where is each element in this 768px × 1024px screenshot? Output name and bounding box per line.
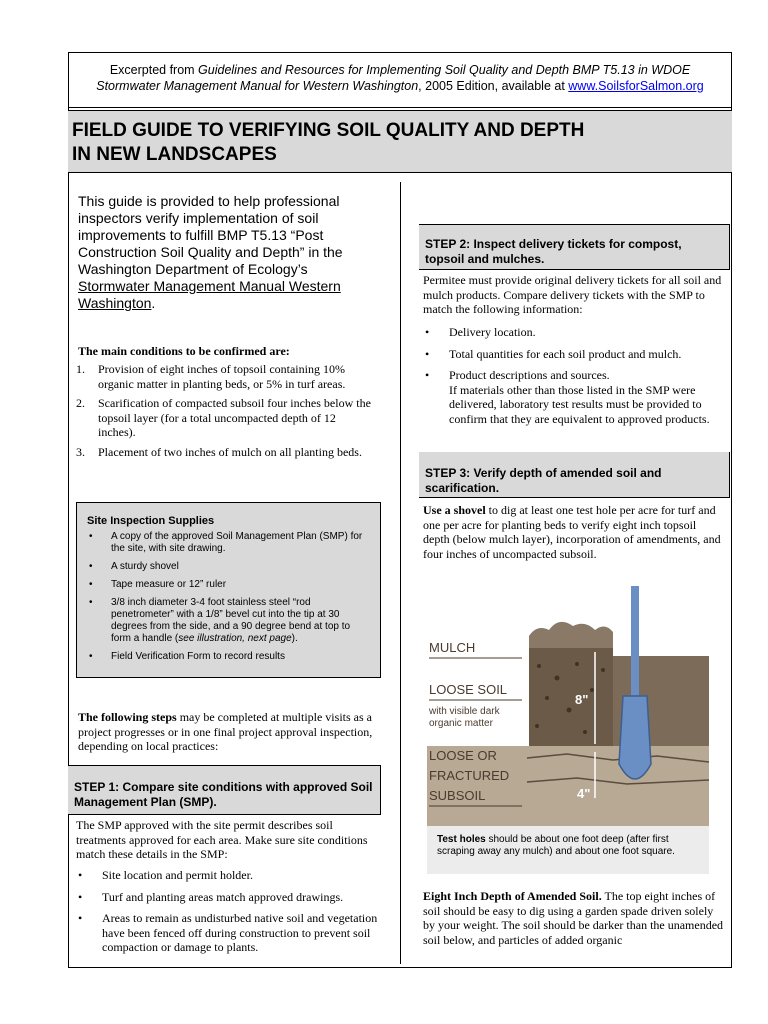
loose-or-label: LOOSE OR: [429, 748, 497, 763]
step-1-heading: STEP 1: Compare site conditions with approved Soil Management Plan (SMP).: [68, 765, 381, 815]
list-item: • Turf and planting areas match approved drawings.: [78, 889, 344, 904]
column-divider: [400, 182, 401, 964]
step-3-paragraph: Use a shovel to dig at least one test hole per acre for turf and one per acre for planting beds to verify eight inch topsoil depth (below mulch layer), incorporation of amendments, and four inches of uncompacted subsoil.: [423, 503, 721, 561]
step-3-heading: STEP 3: Verify depth of amended soil and scarification.: [419, 452, 730, 498]
visible-organic-label-1: with visible dark: [429, 706, 500, 717]
loose-soil-label: LOOSE SOIL: [429, 682, 508, 697]
list-item: • Product descriptions and sources. If materials other than those listed in the SMP were delivered, laboratory test results must be provided to confirm that they are equivalent to approved products.: [425, 368, 710, 426]
list-item: 2. Scarification of compacted subsoil four inches below the topsoil layer (for a total uncompacted depth of 12 inches).: [76, 396, 371, 439]
bullet-icon: •: [78, 868, 83, 882]
bullet-icon: •: [89, 561, 93, 572]
loose-soil-layer: [529, 648, 613, 746]
mulch-label: MULCH: [429, 640, 476, 655]
list-item: • A copy of the approved Soil Management Plan (SMP) for the site, with site drawing.: [89, 531, 363, 554]
step-1-intro: The SMP approved with the site permit describes soil treatments approved for each area. Make sure site conditions match these details in the SMP:: [76, 818, 368, 861]
list-item: • Total quantities for each soil product and mulch.: [425, 346, 682, 361]
depth-4-label: 4": [577, 786, 591, 801]
list-item: • Areas to remain as undisturbed native soil and vegetation have been fenced off during construction to prevent soil compaction or damage to plants.: [78, 911, 378, 954]
excerpt-manual-title: Stormwater Management Manual for Western Washington: [96, 79, 419, 93]
conditions-list: [76, 362, 376, 464]
bullet-icon: •: [89, 579, 93, 590]
list-item: 3. Placement of two inches of mulch on all planting beds.: [76, 444, 362, 459]
bullet-icon: •: [78, 911, 83, 925]
list-item: • Delivery location.: [425, 325, 536, 339]
bullet-icon: •: [78, 889, 83, 904]
conditions-heading: The main conditions to be confirmed are:: [78, 344, 290, 358]
supplies-heading: Site Inspection Supplies: [87, 515, 215, 527]
eight-inch-paragraph: Eight Inch Depth of Amended Soil. The top eight inches of soil should be easy to dig using a garden spade driven solely by your weight. The soil should be darker than the unamended soil below, and particles of added organic: [423, 889, 724, 947]
title-line-1: FIELD GUIDE TO VERIFYING SOIL QUALITY AND DEPTH: [72, 120, 585, 141]
excerpt-guide-title: Guidelines and Resources for Implementing Soil Quality and Depth BMP T5.13 in WDOE: [198, 63, 691, 77]
bullet-icon: •: [425, 346, 430, 361]
step-2-list: [423, 325, 725, 433]
figure-caption: Test holes should be about one foot deep (after first scraping away any mulch) and about one foot square.: [427, 826, 709, 874]
list-item: • Tape measure or 12” ruler: [89, 579, 227, 590]
list-item: • A sturdy shovel: [89, 561, 179, 572]
supplies-list: [87, 531, 372, 663]
subsoil-label: SUBSOIL: [429, 788, 486, 803]
step-1-list: [76, 868, 380, 962]
excerpt-edition: , 2005 Edition, available at: [418, 79, 569, 93]
shovel-blade: [619, 696, 651, 779]
page-title: [68, 110, 732, 173]
title-line-2: IN NEW LANDSCAPES: [72, 144, 277, 165]
excerpt-prefix: Excerpted from: [109, 63, 199, 77]
list-item: 1. Provision of eight inches of topsoil containing 10% organic matter in planting beds, or 5% in turf areas.: [76, 362, 346, 391]
depth-8-label: 8": [575, 692, 589, 707]
following-steps-paragraph: The following steps may be completed at multiple visits as a project progresses or in one final project approval inspection, depending on local practices:: [78, 710, 373, 753]
soils-for-salmon-link[interactable]: www.SoilsforSalmon.org: [568, 79, 704, 93]
intro-paragraph: This guide is provided to help professional inspectors verify implementation of soil improvements to fulfill BMP T5.13 “Post Construction Soil Quality and Depth” in the Washington Department of Ecology’s Stormwater Management Manual Western Washington.: [78, 193, 343, 311]
bullet-icon: •: [89, 597, 93, 608]
excerpt-header: [68, 52, 732, 108]
step-2-intro: Permitee must provide original delivery tickets for all soil and mulch products. Compare delivery tickets with the SMP to match the following information:: [423, 273, 722, 316]
list-item: • Field Verification Form to record results: [89, 651, 285, 662]
site-inspection-supplies-box: [76, 502, 381, 678]
bullet-icon: •: [89, 651, 93, 662]
manual-title: Stormwater Management Manual Western Washington: [78, 278, 341, 311]
visible-organic-label-2: organic matter: [429, 718, 493, 729]
bullet-icon: •: [425, 368, 430, 382]
bullet-icon: •: [89, 531, 93, 542]
shovel-handle: [631, 586, 639, 696]
list-item: • 3/8 inch diameter 3-4 foot stainless steel “rod penetrometer” with a 1/8” bevel cut into the tip at 30 degrees from the side, and a 90 degree bend at top to form a handle (see illustration, next page).: [89, 597, 351, 644]
fractured-label: FRACTURED: [429, 768, 510, 783]
step-2-heading: STEP 2: Inspect delivery tickets for compost, topsoil and mulches.: [419, 224, 730, 270]
step-2-note: If materials other than those listed in the SMP were delivered, laboratory test results must be provided to confirm that they are equivalent to approved products.: [449, 382, 710, 426]
list-item: • Site location and permit holder.: [78, 868, 253, 882]
bullet-icon: •: [425, 325, 430, 339]
